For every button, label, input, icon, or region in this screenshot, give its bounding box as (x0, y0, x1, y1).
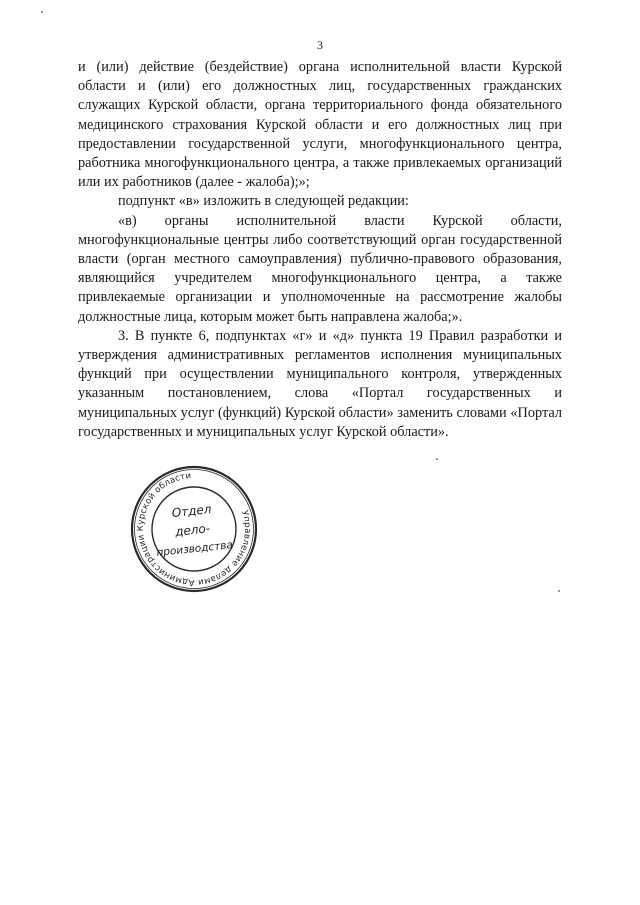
paragraph-point-3: 3. В пункте 6, подпунктах «г» и «д» пункта 19 Правил разработки и утверждения административных регламентов исполнения муниципальных функций при осуществлении муниципального контроля, утвержденных указанным постановлением, слова «Портал государственных и муниципальных услуг (функций) Курской области» заменить словами «Портал государственных и муниципальных услуг Курской области». (78, 327, 562, 440)
page-number: 3 (317, 38, 323, 52)
stamp-seal-graphic (128, 463, 260, 595)
paragraph-subpoint-v: «в) органы исполнительной власти Курской области, многофункциональные центры либо соответствующий орган государственной власти (орган местного самоуправления) публично-правового образования, являющийся учредителем многофункционального центра, а также привлекаемые организации и уполномоченные на рассмотрение жалобы должностные лица, которым может быть направлена жалоба;». (78, 212, 562, 325)
document-body (78, 58, 562, 442)
stamp-center-line-3: производства (155, 539, 234, 559)
stamp-center-line-2: дело- (174, 521, 211, 539)
stamp-center-line-1: Отдел (171, 501, 213, 521)
stamp-ring-text: Управление делами Администрации Курской области (135, 471, 253, 588)
scan-speck (41, 11, 43, 13)
scan-speck (436, 458, 438, 460)
office-stamp (128, 463, 260, 595)
paragraph-subpoint-intro: подпункт «в» изложить в следующей редакции: (118, 193, 409, 210)
paragraph-continuation: и (или) действие (бездействие) органа исполнительной власти Курской области и (или) его должностных лиц, государственных гражданских служащих Курской области, органа территориального фонда обязательного медицинского страхования Курской области и его должностных лиц при предоставлении государственной услуги, многофункционального центра, работника многофункционального центра, а также привлекаемых организаций или их работников (далее - жалоба);»; (78, 59, 562, 191)
scan-speck (558, 590, 560, 592)
